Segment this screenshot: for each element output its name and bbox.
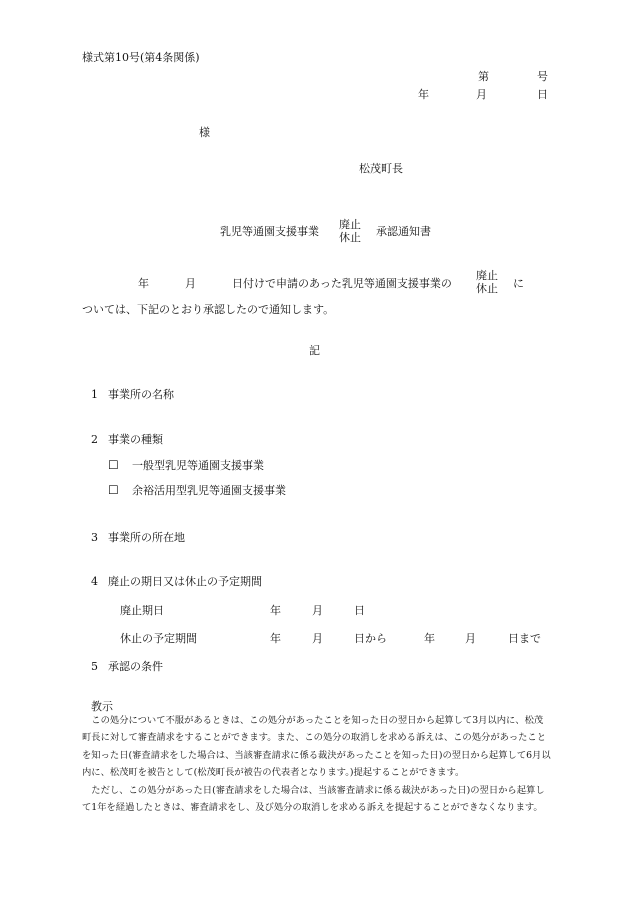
notice-paragraph-2: ただし、この処分があった日(審査請求をした場合は、当該審査請求に係る裁決があった日)の翌日から起算して1年を経過したときは、審査請求をし、及び処分の取消しを求める訴えを提起することができなくなります。: [82, 784, 545, 814]
title-suffix: 承認通知書: [376, 225, 431, 238]
abolish-month: 月: [312, 604, 323, 617]
body-option-abolish: 廃止: [476, 269, 498, 282]
title-option-suspend: 休止: [339, 231, 361, 244]
suspend-year: 年: [270, 632, 281, 645]
issuer: 松茂町長: [359, 162, 403, 175]
suspend-month: 月: [312, 632, 323, 645]
form-number: 様式第10号(第4条関係): [82, 51, 200, 64]
item3-label: 事業所の所在地: [108, 531, 185, 544]
abolish-year: 年: [270, 604, 281, 617]
notice-paragraph-1: この処分について不服があるときは、この処分があったことを知った日の翌日から起算して3月以内に、松茂町長に対して審査請求をすることができます。また、この処分の取消しを求める訴えは、この処分があったことを知った日(審査請求をした場合は、当該審査請求に係る裁決があったことを知った日)の翌日から起算して6月以内に、松茂町を被告として(松茂町長が被告の代表者となります。)提起することができます。: [82, 715, 551, 779]
abolish-date-label: 廃止期日: [120, 604, 164, 617]
title-prefix: 乳児等通園支援事業: [220, 225, 319, 238]
item2-label: 事業の種類: [108, 433, 163, 446]
item5-label: 承認の条件: [108, 660, 163, 673]
item4-num: 4: [91, 575, 98, 588]
item1-label: 事業所の名称: [108, 388, 174, 401]
date-day: 日: [537, 88, 548, 101]
body-line2: ついては、下記のとおり承認したので通知します。: [82, 303, 335, 316]
suspend-period-label: 休止の予定期間: [120, 632, 197, 645]
body-year: 年: [138, 277, 149, 290]
item4-label: 廃止の期日又は休止の予定期間: [108, 575, 262, 588]
item3-num: 3: [91, 531, 98, 544]
item2-option1-label: 一般型乳児等通園支援事業: [132, 459, 264, 472]
item2-option2-label: 余裕活用型乳児等通園支援事業: [132, 484, 286, 497]
item1-num: 1: [91, 388, 98, 401]
date-month: 月: [476, 88, 487, 101]
suspend-until: 日まで: [508, 632, 541, 645]
item2-option1-checkbox[interactable]: ☐: [108, 458, 119, 472]
item2-option2-checkbox[interactable]: ☐: [108, 483, 119, 497]
suspend-from: 日から: [354, 632, 387, 645]
ki-heading: 記: [309, 344, 320, 357]
item2-num: 2: [91, 433, 98, 446]
notice-heading: 教示: [91, 700, 113, 713]
title-option-stack: [333, 218, 367, 244]
body-ni: に: [513, 277, 524, 290]
suspend-year2: 年: [424, 632, 435, 645]
abolish-day: 日: [354, 604, 365, 617]
date-year: 年: [418, 88, 429, 101]
item5-num: 5: [91, 660, 98, 673]
addressee-suffix: 様: [199, 126, 210, 139]
title-option-abolish: 廃止: [339, 218, 361, 231]
suspend-month2: 月: [465, 632, 476, 645]
body-line1: 日付けで申請のあった乳児等通園支援事業の: [232, 277, 452, 290]
body-month: 月: [185, 277, 196, 290]
number-go: 号: [537, 70, 548, 83]
body-option-stack: [471, 269, 503, 295]
notice-text: [82, 712, 552, 816]
number-dai: 第: [478, 70, 489, 83]
body-option-suspend: 休止: [476, 282, 498, 295]
